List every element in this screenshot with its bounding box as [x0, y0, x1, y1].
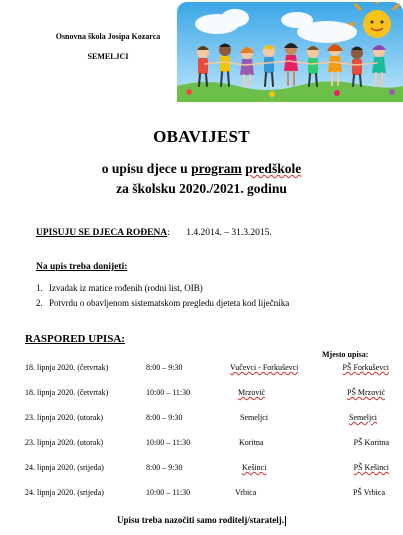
row-date: 18. lipnja 2020. (četvrtak) — [25, 388, 109, 397]
row-location: PŠ Mrzović — [347, 388, 385, 397]
row-place: Vučevci - Forkuševci — [230, 363, 299, 372]
table-row — [0, 361, 403, 375]
row-time: 8:00 – 9:30 — [146, 363, 183, 372]
notice-title: OBAVIJEST — [153, 127, 250, 146]
list-text: Izvadak iz matice rođenih (rodni list, OIB) — [49, 283, 203, 293]
list-text: Potvrdu o obavljenom sistematskom pregledu djeteta kod liječnika — [49, 298, 290, 308]
list-number: 1. — [36, 283, 43, 293]
row-date: 18. lipnja 2020. (četvrtak) — [25, 363, 109, 372]
list-item — [36, 296, 289, 311]
row-place: Koritna — [239, 438, 264, 447]
row-date: 23. lipnja 2020. (utorak) — [25, 438, 103, 447]
schedule-heading: RASPORED UPISA: — [25, 333, 125, 345]
row-place: Mrzović — [238, 388, 266, 397]
enrollment-date-range: 1.4.2014. – 31.3.2015. — [186, 228, 272, 238]
location-column-header: Mjesto upisa: — [322, 350, 369, 359]
table-row — [0, 386, 403, 400]
row-place: Vrbica — [235, 488, 257, 497]
table-row — [0, 461, 403, 475]
row-time: 8:00 – 9:30 — [146, 463, 183, 472]
enrollment-dates — [36, 228, 272, 238]
row-time: 10:00 – 11:30 — [146, 488, 191, 497]
note-text: Upisu treba nazočiti samo roditelj/staratelj. — [117, 515, 284, 525]
school-place: SEMELJCI — [87, 52, 129, 61]
row-date: 24. lipnja 2020. (srijeda) — [25, 463, 104, 472]
attendance-note — [0, 515, 403, 526]
row-location: PŠ Forkuševci — [342, 363, 389, 372]
subtitle-text: o upisu djece u — [101, 161, 192, 176]
notice-subtitle-line2: za školsku 2020./2021. godinu — [116, 181, 287, 196]
table-row — [0, 486, 403, 500]
school-name: Osnovna škola Josipa Kozarca — [55, 32, 161, 41]
documents-heading: Na upis treba donijeti: — [36, 262, 128, 272]
row-place: Semeljci — [240, 413, 268, 422]
row-location: PŠ Vrbica — [352, 488, 385, 497]
subtitle-program-word: program — [191, 161, 242, 176]
children-banner-image — [177, 2, 403, 102]
text-cursor — [285, 516, 286, 526]
subtitle-preskole-word: predškole — [245, 161, 302, 176]
enrollment-label: UPISUJU SE DJECA ROĐENA — [36, 228, 168, 238]
row-location: PŠ Koritna — [353, 438, 389, 447]
row-location: Semeljci — [349, 413, 377, 422]
row-time: 10:00 – 11:30 — [146, 438, 191, 447]
list-item — [36, 281, 289, 296]
list-number: 2. — [36, 298, 43, 308]
row-location: PŠ Kešinci — [353, 463, 389, 472]
row-date: 24. lipnja 2020. (srijeda) — [25, 488, 104, 497]
documents-list — [36, 281, 289, 311]
table-row — [0, 436, 403, 450]
row-place: Kešinci — [242, 463, 267, 472]
row-time: 10:00 – 11:30 — [146, 388, 191, 397]
row-date: 23. lipnja 2020. (utorak) — [25, 413, 103, 422]
notice-subtitle-line1 — [0, 161, 403, 177]
table-row — [0, 411, 403, 425]
row-time: 8:00 – 9:30 — [146, 413, 183, 422]
enrollment-colon: : — [167, 228, 170, 238]
